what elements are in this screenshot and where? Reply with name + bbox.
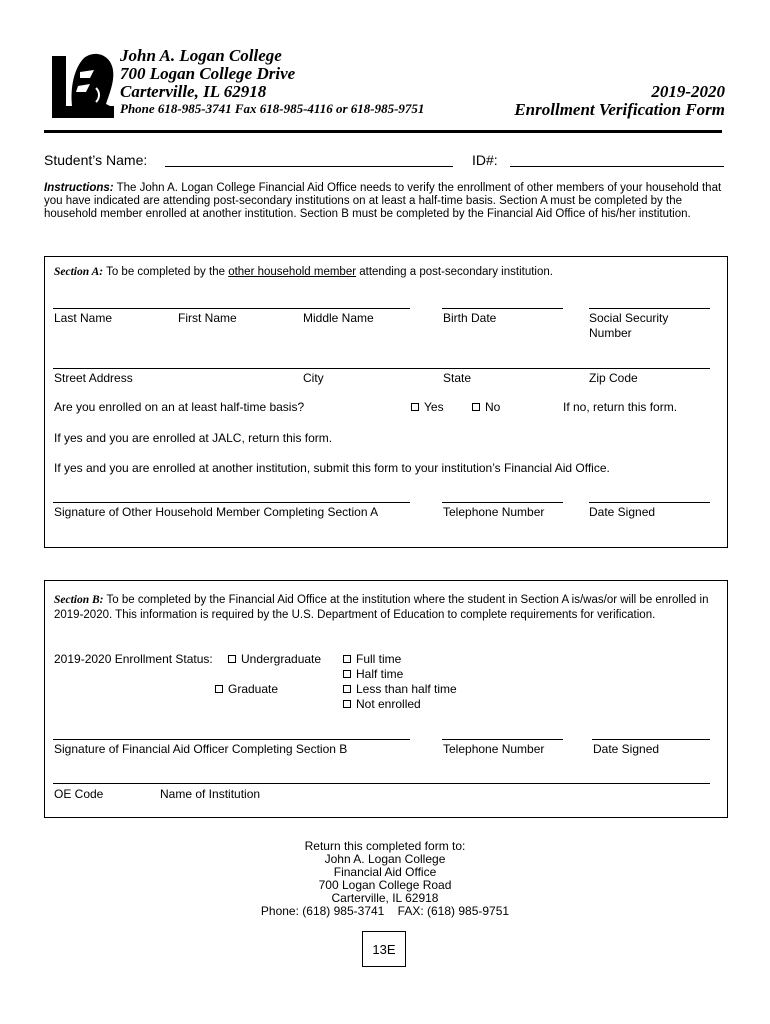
- graduate-label: Graduate: [228, 682, 279, 696]
- section-a-intro-underlined: other household member: [228, 266, 357, 278]
- half-time-option[interactable]: [343, 667, 403, 681]
- instructions-label: Instructions:: [44, 182, 114, 194]
- return-line-6: Phone: (618) 985-3741 FAX: (618) 985-9751: [260, 904, 510, 918]
- section-b-signature-label: Signature of Financial Aid Officer Completing Section B: [54, 742, 348, 756]
- city-label: City: [303, 371, 324, 385]
- section-b-date-field[interactable]: [592, 739, 710, 740]
- less-half-label: Less than half time: [356, 682, 457, 696]
- oe-code-label: OE Code: [54, 787, 104, 801]
- student-id-field[interactable]: [510, 166, 724, 167]
- undergraduate-label: Undergraduate: [241, 652, 322, 666]
- less-half-checkbox[interactable]: [343, 685, 351, 693]
- first-name-label: First Name: [178, 311, 237, 325]
- return-line-5: Carterville, IL 62918: [331, 891, 439, 905]
- student-name-label: Student’s Name:: [44, 152, 148, 168]
- not-enrolled-label: Not enrolled: [356, 697, 421, 711]
- enrollment-status-label: 2019-2020 Enrollment Status:: [54, 652, 213, 666]
- section-a-signature-label: Signature of Other Household Member Completing Section A: [54, 505, 379, 519]
- section-a-date-label: Date Signed: [589, 505, 656, 519]
- section-a-intro-post: attending a post-secondary institution.: [356, 266, 553, 278]
- last-name-label: Last Name: [54, 311, 113, 325]
- full-time-option[interactable]: [343, 652, 401, 666]
- full-time-label: Full time: [356, 652, 402, 666]
- yes-checkbox[interactable]: [411, 403, 419, 411]
- yes-option[interactable]: [411, 400, 444, 414]
- college-address: 700 Logan College Drive: [120, 64, 296, 83]
- halftime-question: Are you enrolled on an at least half-time basis?: [54, 400, 305, 414]
- return-line-4: 700 Logan College Road: [318, 878, 452, 892]
- section-b-intro-text: To be completed by the Financial Aid Office at the institution where the student in Section A is/was/or will be enrolled in 2019-2020. This information is required by the U.S. Department of Education to complete requirements for verification.: [54, 594, 709, 621]
- graduate-option[interactable]: [215, 682, 278, 696]
- section-b-telephone-field[interactable]: [442, 739, 563, 740]
- zip-label: Zip Code: [589, 371, 638, 385]
- if-yes-jalc-note: If yes and you are enrolled at JALC, return this form.: [54, 431, 333, 445]
- section-a-date-field[interactable]: [589, 502, 710, 503]
- instructions-text: The John A. Logan College Financial Aid Office needs to verify the enrollment of other members of your household that you have indicated are attending post-secondary institutions on at least a half-time basis. Section A must be completed by the household member enrolled at another institution. Section B must be completed by the Financial Aid Office of his/her institution.: [44, 182, 722, 221]
- return-line-1: Return this completed form to:: [304, 839, 466, 853]
- yes-label: Yes: [424, 400, 444, 414]
- less-half-option[interactable]: [343, 682, 457, 696]
- form-title: Enrollment Verification Form: [514, 100, 725, 119]
- address-field[interactable]: [53, 368, 710, 369]
- section-b-label: Section B:: [54, 594, 104, 606]
- institution-name-label: Name of Institution: [160, 787, 261, 801]
- ssn-field[interactable]: [589, 308, 710, 309]
- form-year: 2019-2020: [651, 82, 725, 101]
- undergraduate-checkbox[interactable]: [228, 655, 236, 663]
- no-option[interactable]: [472, 400, 500, 414]
- section-b-intro: [54, 593, 718, 623]
- section-a-intro: [54, 266, 714, 279]
- section-a-telephone-label: Telephone Number: [443, 505, 545, 519]
- not-enrolled-checkbox[interactable]: [343, 700, 351, 708]
- half-time-checkbox[interactable]: [343, 670, 351, 678]
- section-a-intro-pre: To be completed by the: [103, 266, 229, 278]
- ssn-label-line1: Social Security: [589, 311, 669, 325]
- return-address: [0, 840, 770, 918]
- if-yes-other-note: If yes and you are enrolled at another institution, submit this form to your institution’s Financial Aid Office.: [54, 461, 610, 475]
- section-a-signature-field[interactable]: [53, 502, 410, 503]
- ssn-label-line2: Number: [589, 326, 632, 340]
- undergraduate-option[interactable]: [228, 652, 321, 666]
- return-line-2: John A. Logan College: [324, 852, 446, 866]
- college-logo: [50, 48, 116, 122]
- section-b-date-label: Date Signed: [593, 742, 660, 756]
- half-time-label: Half time: [356, 667, 404, 681]
- if-no-note: If no, return this form.: [563, 400, 678, 414]
- student-id-label: ID#:: [472, 152, 498, 168]
- birth-date-field[interactable]: [442, 308, 563, 309]
- return-line-3: Financial Aid Office: [333, 865, 437, 879]
- student-name-field[interactable]: [165, 166, 453, 167]
- college-name: John A. Logan College: [120, 46, 282, 65]
- college-phone: Phone 618-985-3741 Fax 618-985-4116 or 618-985-9751: [120, 101, 425, 116]
- instructions: [44, 182, 729, 222]
- name-field[interactable]: [53, 308, 410, 309]
- section-b-signature-field[interactable]: [53, 739, 410, 740]
- no-checkbox[interactable]: [472, 403, 480, 411]
- section-a-label: Section A:: [54, 266, 104, 278]
- middle-name-label: Middle Name: [303, 311, 374, 325]
- not-enrolled-option[interactable]: [343, 697, 421, 711]
- birth-date-label: Birth Date: [443, 311, 497, 325]
- state-label: State: [443, 371, 472, 385]
- graduate-checkbox[interactable]: [215, 685, 223, 693]
- logo-graphic: [50, 48, 116, 122]
- full-time-checkbox[interactable]: [343, 655, 351, 663]
- no-label: No: [485, 400, 501, 414]
- institution-field[interactable]: [53, 783, 710, 784]
- college-city: Carterville, IL 62918: [120, 82, 267, 101]
- form-code: 13E: [372, 941, 396, 957]
- header-rule: [44, 130, 722, 133]
- section-b-telephone-label: Telephone Number: [443, 742, 545, 756]
- street-label: Street Address: [54, 371, 133, 385]
- form-code-box: [362, 931, 406, 967]
- section-a-telephone-field[interactable]: [442, 502, 563, 503]
